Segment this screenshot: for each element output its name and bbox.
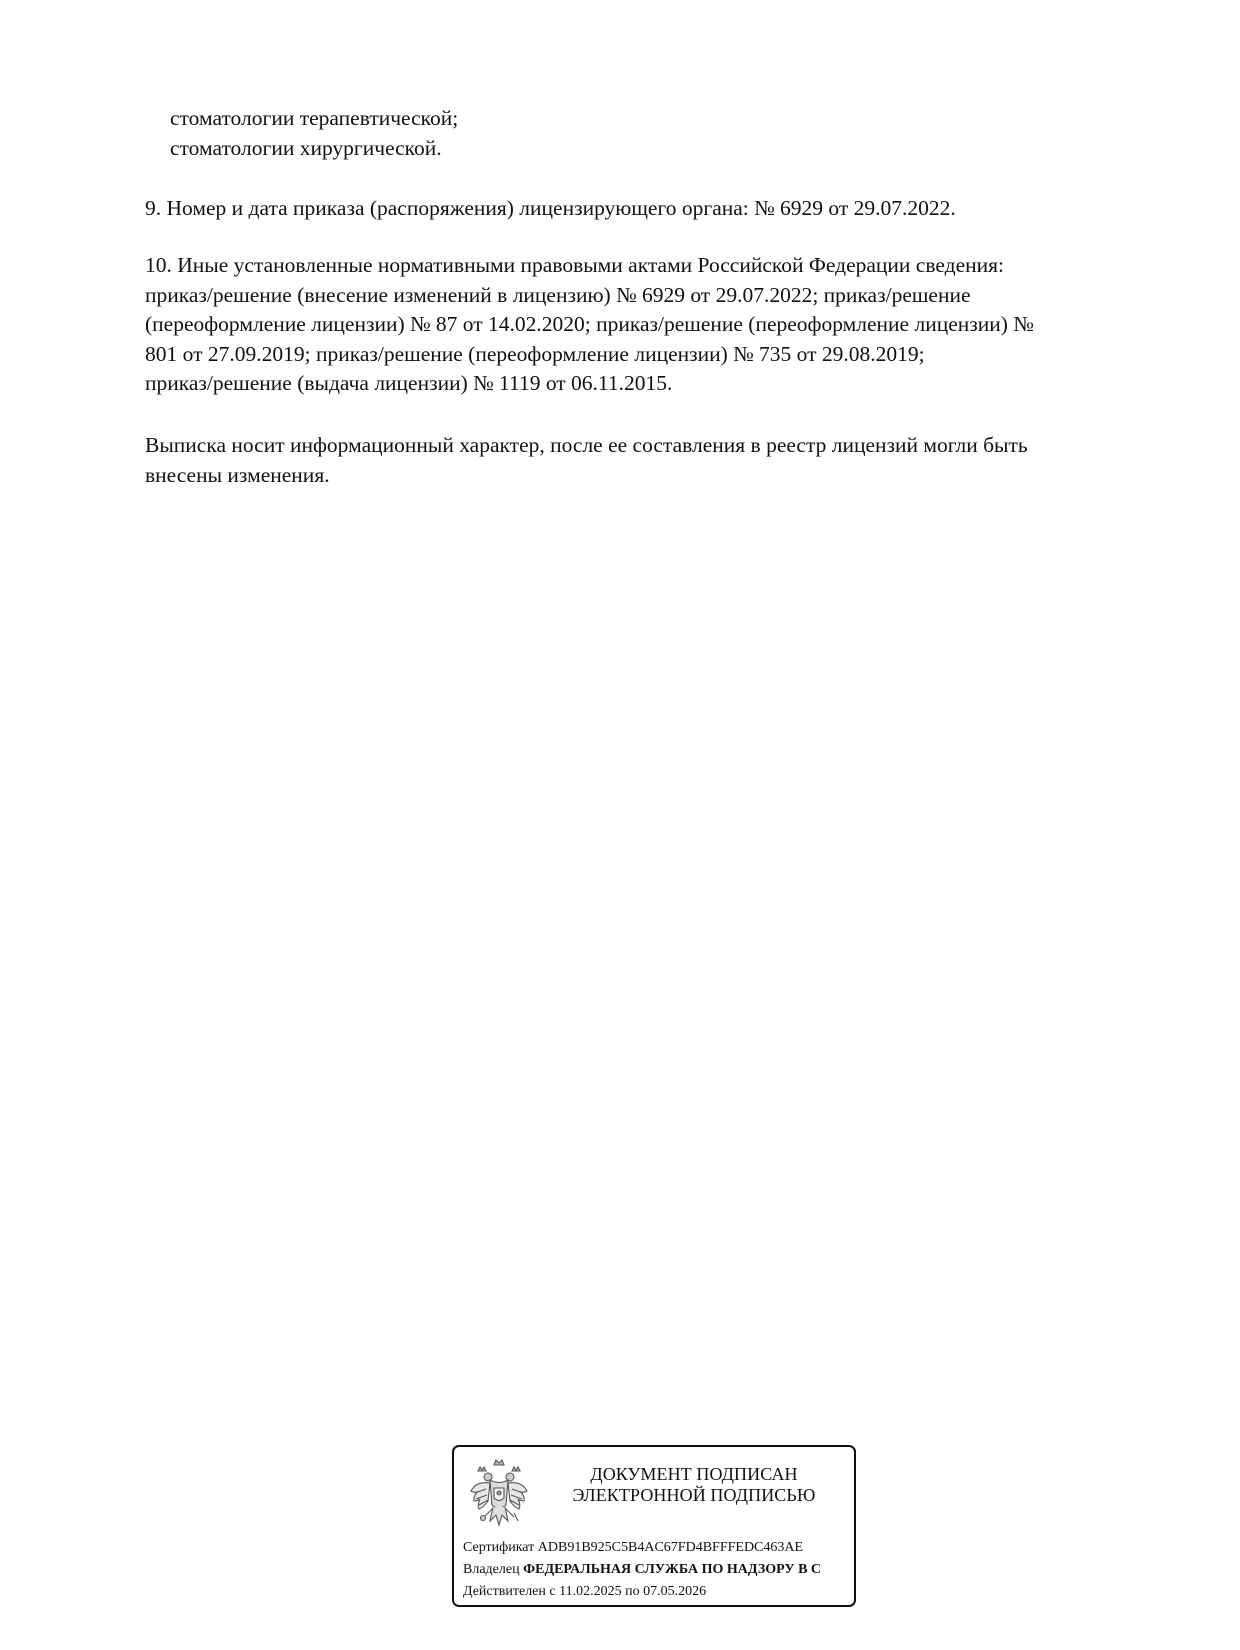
russian-coat-of-arms-icon	[468, 1455, 530, 1535]
validity-line: Действителен с 11.02.2025 по 07.05.2026	[463, 1584, 707, 1599]
owner-label: Владелец	[463, 1562, 520, 1577]
disclaimer-note	[145, 431, 1165, 490]
paragraph-line: приказ/решение (внесение изменений в лицензию) № 6929 от 29.07.2022; приказ/решение	[145, 282, 971, 307]
specialties-list	[170, 104, 1190, 163]
paragraph-line: Выписка носит информационный характер, после ее составления в реестр лицензий могли быть	[145, 433, 1028, 457]
paragraph-line: приказ/решение (выдача лицензии) № 1119 от 06.11.2015.	[145, 371, 673, 395]
order-number-paragraph: 9. Номер и дата приказа (распоряжения) лицензирующего органа: № 6929 от 29.07.2022.	[145, 196, 956, 220]
paragraph-line: 10. Иные установленные нормативными правовыми актами Российской Федерации сведения:	[145, 253, 1004, 277]
stamp-title-line: ЭЛЕКТРОННОЙ ПОДПИСЬЮ	[572, 1485, 816, 1505]
owner-value: ФЕДЕРАЛЬНАЯ СЛУЖБА ПО НАДЗОРУ В С	[523, 1562, 822, 1577]
owner-line	[463, 1561, 821, 1579]
specialty-item: стоматологии терапевтической;	[170, 106, 459, 130]
paragraph-line: внесены изменения.	[145, 462, 330, 487]
specialty-item: стоматологии хирургической.	[170, 135, 442, 160]
paragraph-line: (переоформление лицензии) № 87 от 14.02.2020; приказ/решение (переоформление лицензии) №	[145, 312, 1034, 336]
other-info-paragraph	[145, 251, 1165, 399]
certificate-label: Сертификат	[463, 1540, 535, 1555]
stamp-title-line: ДОКУМЕНТ ПОДПИСАН	[590, 1464, 798, 1484]
electronic-signature-stamp	[452, 1445, 856, 1607]
paragraph-line: 801 от 27.09.2019; приказ/решение (переоформление лицензии) № 735 от 29.08.2019;	[145, 341, 925, 366]
certificate-line	[463, 1539, 803, 1557]
certificate-value: ADB91B925C5B4AC67FD4BFFFEDC463AE	[537, 1540, 804, 1555]
stamp-title	[544, 1464, 844, 1506]
